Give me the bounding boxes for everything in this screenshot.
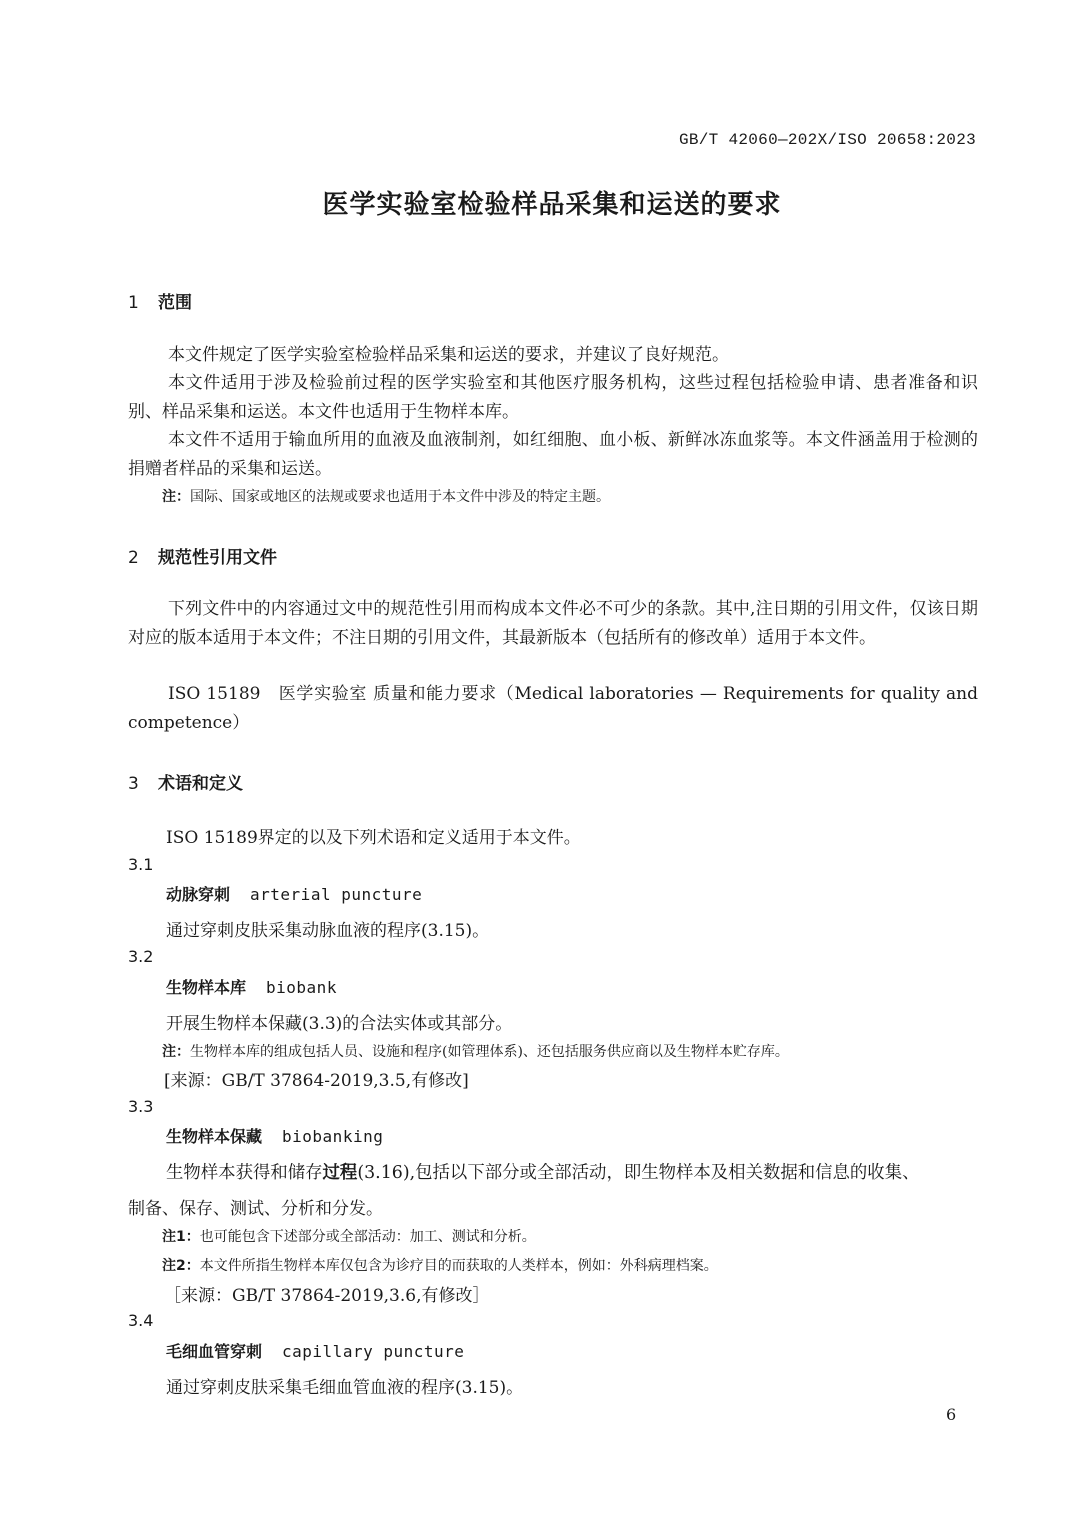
- note-label: 注1：: [162, 1229, 200, 1245]
- clause-number: 3.4: [128, 1311, 154, 1330]
- term-note: [162, 1041, 789, 1061]
- term-en: capillary puncture: [282, 1342, 465, 1361]
- term-en: biobanking: [282, 1127, 384, 1146]
- section-1-heading: [128, 288, 192, 313]
- term-note-1: [162, 1226, 536, 1246]
- section-title: 规范性引用文件: [158, 548, 277, 568]
- normative-reference: ISO 15189 医学实验室 质量和能力要求（Medical laboratories — Requirements for quality and competence）: [128, 684, 978, 733]
- section-number: 3: [128, 774, 139, 794]
- normative-paragraph: 下列文件中的内容通过文中的规范性引用而构成本文件必不可少的条款。其中,注日期的引用文件，仅该日期对应的版本适用于本文件；不注日期的引用文件，其最新版本（包括所有的修改单）适用于本文件。: [128, 599, 978, 648]
- standard-code: GB/T 42060—202X/ISO 20658:2023: [678, 131, 976, 149]
- term-zh: 生物样本保藏: [166, 1127, 263, 1146]
- term-definition: 开展生物样本保藏(3.3)的合法实体或其部分。: [166, 1014, 513, 1034]
- term-3-4: [166, 1339, 464, 1362]
- term-en: biobank: [266, 978, 337, 997]
- term-definition: 通过穿刺皮肤采集动脉血液的程序(3.15)。: [166, 921, 490, 941]
- term-zh: 生物样本库: [166, 978, 247, 997]
- note-label: 注：: [162, 1044, 190, 1060]
- note-text: 生物样本库的组成包括人员、设施和程序(如管理体系)、还包括服务供应商以及生物样本贮存库。: [190, 1044, 789, 1060]
- note-label: 注：: [162, 489, 190, 505]
- term-note-2: [162, 1255, 718, 1275]
- term-definition: 通过穿刺皮肤采集毛细血管血液的程序(3.15)。: [166, 1378, 524, 1398]
- term-definition: [166, 1158, 919, 1183]
- scope-paragraph-1: 本文件规定了医学实验室检验样品采集和运送的要求，并建议了良好规范。: [168, 345, 729, 365]
- note-text: 本文件所指生物样本库仅包含为诊疗目的而获取的人类样本，例如：外科病理档案。: [199, 1258, 718, 1274]
- term-zh: 毛细血管穿刺: [166, 1342, 263, 1361]
- definition-part: (3.16),包括以下部分或全部活动，即生物样本及相关数据和信息的收集、: [357, 1163, 920, 1183]
- page-number: 6: [946, 1405, 957, 1424]
- clause-number: 3.3: [128, 1097, 154, 1116]
- term-3-2: [166, 975, 337, 998]
- section-number: 2: [128, 548, 139, 568]
- term-definition-cont: 制备、保存、测试、分析和分发。: [128, 1199, 383, 1219]
- clause-number: 3.1: [128, 855, 154, 874]
- term-source: [来源：GB/T 37864-2019,3.5,有修改]: [164, 1071, 469, 1091]
- section-3-heading: [128, 769, 243, 794]
- section-title: 范围: [158, 293, 192, 313]
- scope-note: [162, 486, 610, 506]
- scope-paragraph-3: 本文件不适用于输血所用的血液及血液制剂，如红细胞、血小板、新鲜冰冻血浆等。本文件涵盖用于检测的捐赠者样品的采集和运送。: [128, 430, 978, 479]
- term-zh: 动脉穿刺: [166, 885, 231, 904]
- section-title: 术语和定义: [158, 774, 243, 794]
- term-3-3: [166, 1124, 383, 1147]
- term-source: ［来源：GB/T 37864-2019,3.6,有修改］: [164, 1286, 490, 1306]
- definition-emphasis: 过程: [322, 1163, 358, 1183]
- term-en: arterial puncture: [250, 885, 423, 904]
- clause-number: 3.2: [128, 947, 154, 966]
- definition-part: 生物样本获得和储存: [166, 1163, 323, 1183]
- document-title: 医学实验室检验样品采集和运送的要求: [322, 190, 782, 220]
- term-3-1: [166, 882, 422, 905]
- section-2-heading: [128, 543, 277, 568]
- note-text: 也可能包含下述部分或全部活动：加工、测试和分析。: [199, 1229, 536, 1245]
- note-text: 国际、国家或地区的法规或要求也适用于本文件中涉及的特定主题。: [190, 489, 610, 505]
- terms-intro: ISO 15189界定的以及下列术语和定义适用于本文件。: [166, 828, 581, 848]
- note-label: 注2：: [162, 1258, 200, 1274]
- section-number: 1: [128, 293, 139, 313]
- scope-paragraph-2: 本文件适用于涉及检验前过程的医学实验室和其他医疗服务机构，这些过程包括检验申请、患者准备和识别、样品采集和运送。本文件也适用于生物样本库。: [128, 373, 978, 422]
